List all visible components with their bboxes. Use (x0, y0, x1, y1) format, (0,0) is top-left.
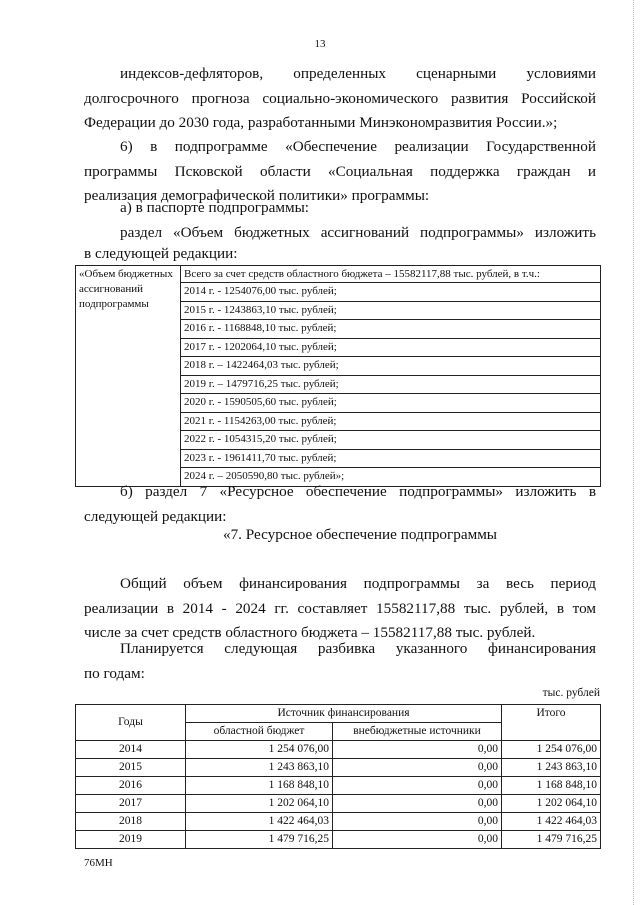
text-line: реализация демографической политики» программы: (84, 187, 430, 204)
passport-year-row: 2024 г. – 2050590,80 тыс. рублей»; (184, 470, 345, 482)
planned-paragraph (84, 637, 596, 686)
text-line: программы Псковской области «Социальная поддержка граждан и (84, 162, 596, 180)
passport-year-row: 2022 г. - 1054315,20 тыс. рублей; (181, 431, 600, 450)
text-line: по годам: (84, 664, 145, 682)
text-line: Федерации до 2030 года, разработанными Минэкономразвития России.»; (84, 114, 558, 131)
section-heading: «7. Ресурсное обеспечение подпрограммы (222, 526, 498, 543)
passport-year-row: 2017 г. - 1202064,10 тыс. рублей; (181, 339, 600, 358)
text-line: раздел «Объем бюджетных ассигнований подпрограммы» изложить (120, 224, 596, 241)
passport-values (181, 266, 601, 487)
cell-year: 2018 (76, 813, 186, 831)
cell-regional: 1 254 076,00 (186, 741, 333, 759)
item-b-paragraph (84, 480, 596, 529)
cell-extra: 0,00 (333, 777, 502, 795)
cell-extra: 0,00 (333, 759, 502, 777)
cell-total: 1 254 076,00 (502, 741, 601, 759)
cell-total: 1 479 716,25 (502, 831, 601, 849)
cell-extra: 0,00 (333, 795, 502, 813)
page-number: 13 (314, 38, 326, 50)
passport-year-row: 2016 г. - 1168848,10 тыс. рублей; (181, 320, 600, 339)
text-line: б) раздел 7 «Ресурсное обеспечение подпрограммы» изложить в (120, 483, 596, 500)
passport-year-row: 2023 г. - 1961411,70 тыс. рублей; (181, 450, 600, 469)
header-total: Итого (502, 705, 601, 741)
passport-year-row: 2021 г. - 1154263,00 тыс. рублей; (181, 413, 600, 432)
footer-code: 76МН (84, 857, 113, 869)
text-line: реализации в 2014 - 2024 гг. составляет 15582117,88 тыс. рублей, в том (84, 599, 596, 617)
table-row (76, 813, 601, 831)
header-extra: внебюджетные источники (333, 723, 502, 741)
cell-year: 2019 (76, 831, 186, 849)
general-paragraph (84, 572, 596, 646)
text-line: в следующей редакции: (84, 244, 238, 262)
cell-regional: 1 168 848,10 (186, 777, 333, 795)
cell-regional: 1 243 863,10 (186, 759, 333, 777)
cell-total: 1 243 863,10 (502, 759, 601, 777)
cell-extra: 0,00 (333, 813, 502, 831)
table-row (76, 831, 601, 849)
scan-edge-divider (633, 0, 635, 905)
passport-table (75, 265, 601, 487)
passport-year-row: 2014 г. - 1254076,00 тыс. рублей; (181, 283, 600, 302)
cell-year: 2014 (76, 741, 186, 759)
cell-extra: 0,00 (333, 831, 502, 849)
header-source: Источник финансирования (186, 705, 502, 723)
passport-year-row: 2018 г. – 1422464,03 тыс. рублей; (181, 357, 600, 376)
header-years: Годы (76, 705, 186, 741)
cell-total: 1 422 464,03 (502, 813, 601, 831)
intro-paragraph (84, 62, 596, 136)
cell-year: 2016 (76, 777, 186, 795)
cell-year: 2015 (76, 759, 186, 777)
cell-extra: 0,00 (333, 741, 502, 759)
text-line: следующей редакции: (84, 507, 227, 525)
cell-regional: 1 202 064,10 (186, 795, 333, 813)
cell-year: 2017 (76, 795, 186, 813)
passport-total: Всего за счет средств областного бюджета – 15582117,88 тыс. рублей, в т.ч.: (181, 266, 600, 283)
text-line: Общий объем финансирования подпрограммы за весь период (120, 575, 596, 592)
text-line: числе за счет средств областного бюджета – 15582117,88 тыс. рублей. (84, 624, 536, 641)
passport-year-row: 2019 г. – 1479716,25 тыс. рублей; (181, 376, 600, 395)
header-regional: областной бюджет (186, 723, 333, 741)
cell-total: 1 202 064,10 (502, 795, 601, 813)
unit-label: тыс. рублей (542, 687, 600, 699)
text-line: 6) в подпрограмме «Обеспечение реализации Государственной (120, 138, 596, 155)
item-a-paragraph (84, 196, 596, 221)
text-line: долгосрочного прогноза социально-экономического развития Российской (84, 89, 596, 107)
section-title (84, 523, 596, 548)
table-row (76, 759, 601, 777)
table-row (76, 795, 601, 813)
table-row (76, 741, 601, 759)
passport-year-row: 2020 г. - 1590505,60 тыс. рублей; (181, 394, 600, 413)
table-row (76, 777, 601, 795)
text-line: индексов-дефляторов, определенных сценарными условиями (120, 65, 596, 82)
razdel-paragraph (84, 221, 596, 266)
cell-regional: 1 422 464,03 (186, 813, 333, 831)
passport-label: «Объем бюджетных ассигнований подпрограммы (76, 266, 181, 487)
text-line: а) в паспорте подпрограммы: (120, 199, 309, 216)
passport-year-row: 2015 г. - 1243863,10 тыс. рублей; (181, 302, 600, 321)
text-line: Планируется следующая разбивка указанного финансирования (120, 640, 596, 657)
cell-total: 1 168 848,10 (502, 777, 601, 795)
cell-regional: 1 479 716,25 (186, 831, 333, 849)
financing-table (75, 704, 601, 849)
